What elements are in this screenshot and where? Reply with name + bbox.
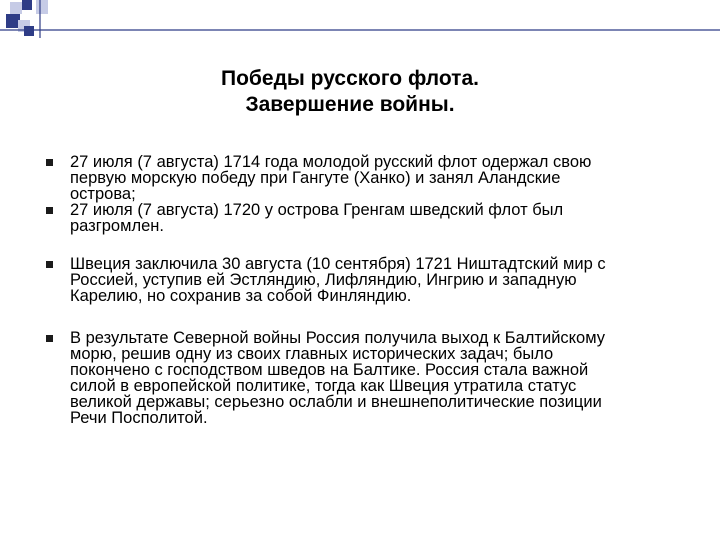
bullet-list xyxy=(46,154,686,426)
text-line: великой державы; серьезно ослабли и внешнеполитические позиции xyxy=(70,393,602,411)
deco-square-dark xyxy=(24,26,34,36)
corner-squares-decoration xyxy=(0,0,720,50)
bullet-item xyxy=(46,330,686,426)
text-line: Россией, уступив ей Эстляндию, Лифляндию, Ингрию и западную xyxy=(70,271,577,289)
bullet-text xyxy=(70,202,686,234)
slide-title-line-1: Победы русского флота. xyxy=(221,67,479,90)
bullet-item xyxy=(46,202,686,234)
deco-square-dark xyxy=(22,0,32,10)
text-line: 27 июля (7 августа) 1714 года молодой русский флот одержал свою xyxy=(70,153,592,171)
text-line: силой в европейской политике, тогда как Швеция утратила статус xyxy=(70,377,577,395)
bullet-text xyxy=(70,330,686,426)
slide-title-line-2: Завершение войны. xyxy=(245,93,455,116)
text-line: покончено с господством шведов на Балтике. Россия стала важной xyxy=(70,361,589,379)
bullet-text xyxy=(70,256,686,304)
deco-square-dark xyxy=(6,14,20,28)
slide-title xyxy=(60,66,640,118)
text-line: разгромлен. xyxy=(70,217,164,235)
text-line: острова; xyxy=(70,185,136,203)
text-line: Швеция заключила 30 августа (10 сентября) 1721 Ништадтский мир с xyxy=(70,255,606,273)
square-bullet-icon xyxy=(46,159,53,166)
deco-square-light xyxy=(36,0,48,14)
text-line: Карелию, но сохранив за собой Финляндию. xyxy=(70,287,412,305)
text-line: В результате Северной войны Россия получила выход к Балтийскому xyxy=(70,329,606,347)
text-line: морю, решив одну из своих главных исторических задач; было xyxy=(70,345,554,363)
bullet-text xyxy=(70,154,686,202)
square-bullet-icon xyxy=(46,261,53,268)
square-bullet-icon xyxy=(46,335,53,342)
bullet-item xyxy=(46,256,686,304)
deco-square-light xyxy=(10,2,22,14)
text-line: Речи Посполитой. xyxy=(70,409,208,427)
text-line: 27 июля (7 августа) 1720 у острова Гренгам шведский флот был xyxy=(70,201,564,219)
bullet-item xyxy=(46,154,686,202)
square-bullet-icon xyxy=(46,207,53,214)
text-line: первую морскую победу при Гангуте (Ханко) и занял Аландские xyxy=(70,169,561,187)
